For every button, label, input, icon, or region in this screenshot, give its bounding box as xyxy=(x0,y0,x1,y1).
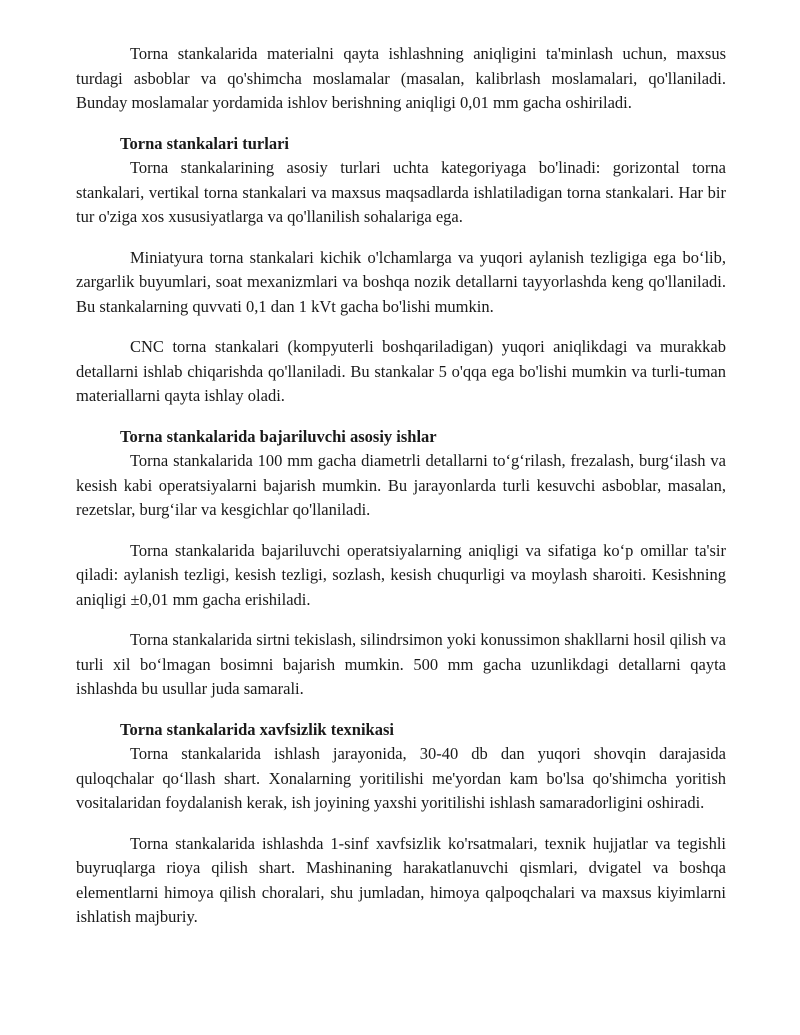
heading-lathe-types: Torna stankalari turlari xyxy=(120,133,289,153)
heading-safety: Torna stankalarida xavfsizlik texnikasi xyxy=(120,719,394,739)
paragraph-miniature-lathes: Miniatyura torna stankalari kichik o'lchamlarga va yuqori aylanish tezligiga ega bo‘lib, zargarlik buyumlari, soat mexanizmlari va boshqa nozik detallarni tayyorlashda keng qo'llaniladi. Bu stankalarning quvvati 0,1 dan 1 kVt gacha bo'lishi mumkin. xyxy=(76,247,726,316)
paragraph-operation-accuracy: Torna stankalarida bajariluvchi operatsiyalarning aniqligi va sifatiga ko‘p omillar ta'sir qiladi: aylanish tezligi, kesish tezligi, sozlash, kesish chuqurligi va moylash sharoiti. Kesishning aniqligi ±0,01 mm gacha erishiladi. xyxy=(76,540,726,609)
paragraph-cnc-lathes: CNC torna stankalari (kompyuterli boshqariladigan) yuqori aniqlikdagi va murakkab detallarni ishlab chiqarishda qo'llaniladi. Bu stankalar 5 o'qqa ega bo'lishi mumkin va turli-tuman materiallarni qayta ishlay oladi. xyxy=(76,337,726,405)
document-page xyxy=(76,42,726,930)
paragraph-noise-lighting: Torna stankalarida ishlash jarayonida, 30-40 db dan yuqori shovqin darajasida quloqchalar qo‘llash shart. Xonalarning yoritilishi me'yordan kam bo'lsa qo'shimcha yoritish vositalaridan foydalanish kerak, ish joyining yaxshi yoritilishi ishlash samaradorligini oshiradi. xyxy=(76,744,726,812)
heading-main-operations: Torna stankalarida bajariluvchi asosiy ishlar xyxy=(120,426,437,446)
paragraph-surface-shaping: Torna stankalarida sirtni tekislash, silindrsimon yoki konussimon shakllarni hosil qilish va turli xil bo‘lmagan bosimni bajarish mumkin. 500 mm gacha uzunlikdagi detallarni qayta ishlashda bu usullar juda samarali. xyxy=(76,630,726,698)
paragraph-accuracy-tools: Torna stankalarida materialni qayta ishlashning aniqligini ta'minlash uchun, maxsus turdagi asboblar va qo'shimcha moslamalar (masalan, kalibrlash moslamalari, qo'llaniladi. Bunday moslamalar yordamida ishlov berishning aniqligi 0,01 mm gacha oshiriladi. xyxy=(76,44,726,112)
paragraph-lathe-categories: Torna stankalarining asosiy turlari uchta kategoriyaga bo'linadi: gorizontal torna stankalari, vertikal torna stankalari va maxsus maqsadlarda ishlatiladigan torna stankalari. Har bir tur o'ziga xos xususiyatlarga va qo'llanilish sohalariga ega. xyxy=(76,158,726,226)
paragraph-operations-list: Torna stankalarida 100 mm gacha diametrli detallarni to‘g‘rilash, frezalash, burg‘ilash va kesish kabi operatsiyalarni bajarish mumkin. Bu jarayonlarda turli kesuvchi asboblar, masalan, rezetslar, burg‘ilar va kesgichlar qo'llaniladi. xyxy=(76,451,726,519)
paragraph-safety-rules: Torna stankalarida ishlashda 1-sinf xavfsizlik ko'rsatmalari, texnik hujjatlar va tegishli buyruqlarga rioya qilish shart. Mashinaning harakatlanuvchi qismlari, dvigatel va boshqa elementlarni himoya qilish choralari, shu jumladan, himoya qalpoqchalari va maxsus kiyimlarni ishlatish majburiy. xyxy=(76,833,726,926)
